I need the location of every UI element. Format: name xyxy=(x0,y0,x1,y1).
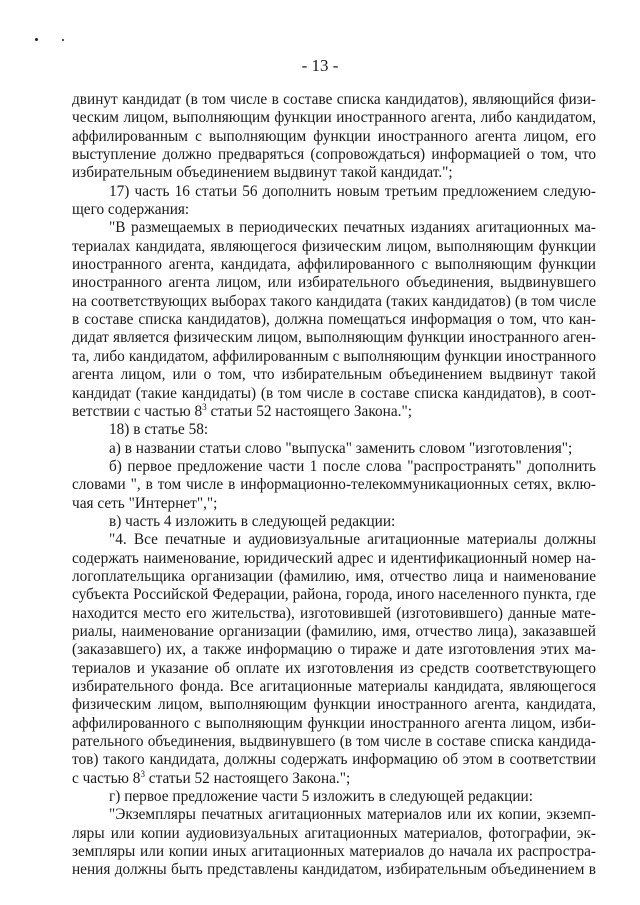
page-number: - 13 - xyxy=(301,56,339,75)
document-body xyxy=(72,91,596,880)
text-line: содержать наименование, юридический адрес и идентификационный номер на- xyxy=(72,549,596,567)
text-line: избирательным объединением выдвинут такой кандидат."; xyxy=(72,164,453,182)
text-line: в) часть 4 изложить в следующей редакции: xyxy=(109,512,396,530)
scan-speck xyxy=(62,39,64,41)
text-line: избирательного фонда. Все агитационные материалы кандидата, являющегося xyxy=(72,678,596,695)
text-line: ветствии с частью $8^3$ статьи 52 настоящего Закона."; xyxy=(72,401,412,420)
text-line: кандидат (такие кандидаты) (в том числе в составе списка кандидатов), в соот- xyxy=(72,384,596,402)
text-line: тов) такого кандидата, должны содержать информацию об этом в соответствии xyxy=(72,751,596,769)
text-line: 18) в статье 58: xyxy=(109,421,209,439)
text-line: земпляры или копии иных агитационных материалов до начала их распростра- xyxy=(72,843,596,861)
text-line: дидат является физическим лицом, выполняющим функции иностранного аген- xyxy=(72,329,596,347)
text-line: аффилированного с выполняющим функции иностранного агента лицом, изби- xyxy=(72,714,596,732)
text-line: выступление должно предваряться (сопровождаться) информацией о том, что xyxy=(72,146,596,164)
text-line: та, либо кандидатом, аффилированным с выполняющим функции иностранного xyxy=(72,347,596,365)
text-line: чая сеть "Интернет","; xyxy=(72,494,218,512)
text-line: (заказавшего) их, а также информацию о тираже и дате изготовления этих ма- xyxy=(72,641,596,659)
text-line: словами ", в том числе в информационно-телекоммуникационных сетях, вклю- xyxy=(72,476,596,494)
text-line: субъекта Российской Федерации, района, города, иного населенного пункта, где xyxy=(72,586,596,604)
text-line: агента лицом, или о том, что избирательным объединением выдвинут такой xyxy=(72,366,596,384)
text-line: териалов и указание об оплате их изготовления из средств соответствующего xyxy=(72,659,596,677)
text-line: 17) часть 16 статьи 56 дополнить новым третьим предложением следую- xyxy=(109,182,596,200)
text-line: риалы, наименование организации (фамилию, имя, отчество лица), заказавшей xyxy=(72,622,596,640)
text-line: на соответствующих выборах такого кандидата (таких кандидатов) (в том числе xyxy=(72,292,596,310)
text-line: нения должны быть представлены кандидатом, избирательным объединением в xyxy=(72,861,596,879)
text-line: иностранного агента, кандидата, аффилированного с выполняющим функции xyxy=(72,256,596,274)
text-line: териалах кандидата, являющегося физическим лицом, выполняющим функции xyxy=(72,237,596,255)
text-line: "Экземпляры печатных агитационных материалов или их копии, экземп- xyxy=(109,806,596,824)
text-line: физическим лицом, выполняющим функции иностранного агента, кандидата, xyxy=(72,696,596,714)
text-line: с частью $8^3$ статьи 52 настоящего Закона."; xyxy=(72,768,351,787)
text-line: б) первое предложение части 1 после слова "распространять" дополнить xyxy=(109,457,596,475)
text-line: аффилированным с выполняющим функции иностранного агента лицом, его xyxy=(72,127,596,145)
text-line: иностранного агента лицом, или избирательного объединения, выдвинувшего xyxy=(72,274,596,292)
text-line: находится место его жительства), изготовившей (изготовившего) данные мате- xyxy=(72,604,596,622)
superscript: 3 xyxy=(202,401,207,412)
text-line: ческим лицом, выполняющим функции иностранного агента, либо кандидатом, xyxy=(72,109,596,127)
text-line: ляры или копии аудиовизуальных агитационных материалов, фотографии, эк- xyxy=(72,824,596,842)
text-line: "В размещаемых в периодических печатных изданиях агитационных ма- xyxy=(109,219,596,237)
text-line: двинут кандидат (в том числе в составе списка кандидатов), являющийся физи- xyxy=(72,91,596,108)
scan-speck xyxy=(35,38,38,41)
text-line: в составе списка кандидатов), должна помещаться информация о том, что кан- xyxy=(72,311,596,329)
text-line: "4. Все печатные и аудиовизуальные агитационные материалы должны xyxy=(109,531,596,549)
text-line: рательного объединения, выдвинувшего (в том числе в составе списка кандида- xyxy=(72,733,596,751)
text-line: логоплательщика организации (фамилию, имя, отчество лица и наименование xyxy=(72,567,596,585)
text-line: г) первое предложение части 5 изложить в следующей редакции: xyxy=(109,788,533,806)
text-line: а) в названии статьи слово "выпуска" заменить словом "изготовления"; xyxy=(109,439,573,457)
superscript: 3 xyxy=(140,768,145,779)
text-line: щего содержания: xyxy=(72,201,190,219)
